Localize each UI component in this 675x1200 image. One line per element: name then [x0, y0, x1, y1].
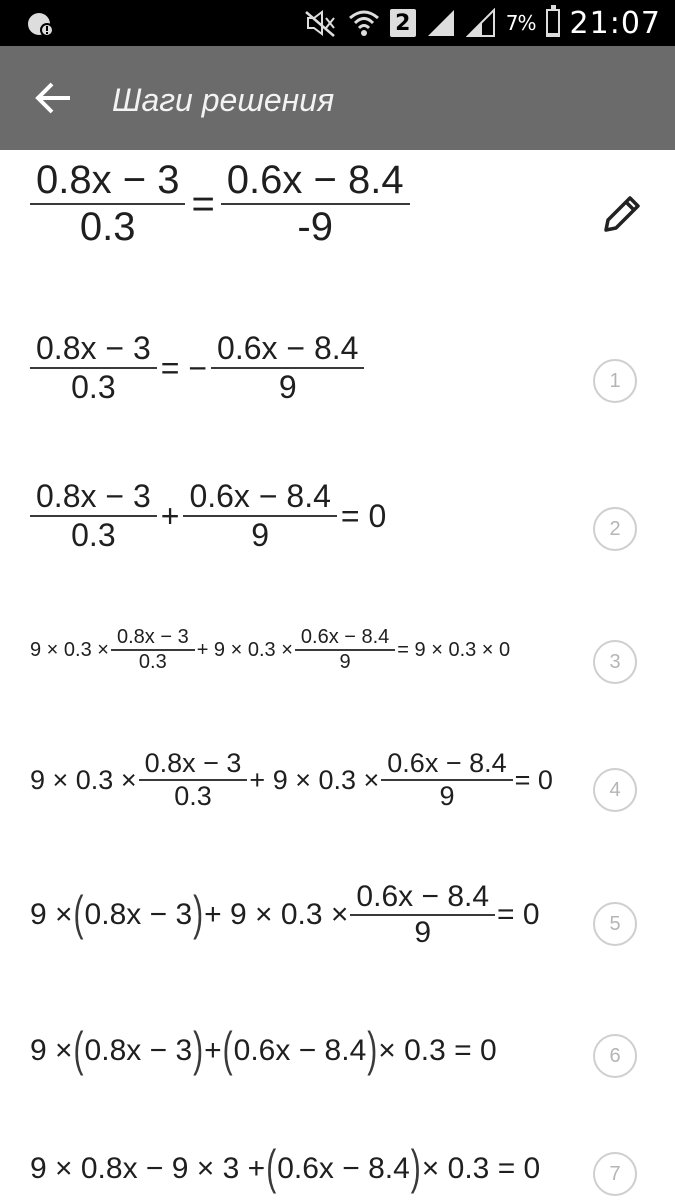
step-number-2[interactable]: 2 — [593, 507, 637, 551]
step-1: $\frac{0.8x - 3}{0.3}$ = − $\frac{0.6x - 8.4}{9}$ — [30, 330, 364, 406]
problem-equation — [30, 158, 410, 250]
step-5: 9 × ( 0.8x − 3 ) + 9 × 0.3 × $\frac{0.6x - 8.4}{9}$ = 0 — [30, 880, 540, 949]
clock: 21:07 — [569, 5, 661, 41]
signal-icon — [426, 8, 456, 38]
right-paren: ) — [410, 1141, 421, 1195]
right-paren: ) — [367, 1023, 378, 1077]
left-paren: ( — [222, 1023, 233, 1077]
step-2: $\frac{0.8x - 3}{0.3}$ + $\frac{0.6x - 8.4}{9}$ = 0 — [30, 478, 386, 554]
back-arrow-icon[interactable] — [30, 74, 78, 122]
step-number-1[interactable]: 1 — [593, 359, 637, 403]
equals-sign: = — [191, 181, 215, 226]
left-paren: ( — [73, 887, 84, 941]
sim-badge: 2 — [390, 9, 416, 37]
left-paren: ( — [266, 1141, 277, 1195]
notification-icon — [26, 9, 56, 39]
app-bar — [0, 46, 675, 150]
right-paren: ) — [193, 1023, 204, 1077]
page-title: Шаги решения — [112, 82, 335, 118]
mute-icon — [304, 8, 338, 38]
problem-rhs-fraction: $\frac{0.6x - 8.4}{-9}$ — [221, 158, 410, 250]
wifi-icon — [348, 8, 380, 38]
step-number-7[interactable]: 7 — [593, 1152, 637, 1196]
left-paren: ( — [73, 1023, 84, 1077]
problem-lhs-fraction: $\frac{0.8x - 3}{0.3}$ — [30, 158, 185, 250]
step-6: 9 × ( 0.8x − 3 ) + ( 0.6x − 8.4 ) × 0.3 = 0 — [30, 1023, 497, 1077]
battery-percent: 7% — [505, 11, 536, 35]
step-number-5[interactable]: 5 — [593, 902, 637, 946]
step-number-3[interactable]: 3 — [593, 640, 637, 684]
right-paren: ) — [193, 887, 204, 941]
edit-pencil-icon[interactable] — [598, 192, 644, 238]
solution-steps — [0, 150, 675, 1200]
status-bar — [0, 0, 675, 46]
step-7: 9 × 0.8x − 9 × 3 + ( 0.6x − 8.4 ) × 0.3 = 0 — [30, 1141, 541, 1195]
step-4: 9 × 0.3 × $\frac{0.8x - 3}{0.3}$ + 9 × 0.3 × $\frac{0.6x - 8.4}{9}$ = 0 — [30, 748, 553, 811]
step-number-6[interactable]: 6 — [593, 1034, 637, 1078]
step-3: 9 × 0.3 × $\frac{0.8x - 3}{0.3}$ + 9 × 0.3 × $\frac{0.6x - 8.4}{9}$ = 9 × 0.3 × 0 — [30, 626, 511, 673]
battery-icon — [546, 9, 560, 37]
step-number-4[interactable]: 4 — [593, 768, 637, 812]
signal-icon-2 — [466, 8, 496, 38]
